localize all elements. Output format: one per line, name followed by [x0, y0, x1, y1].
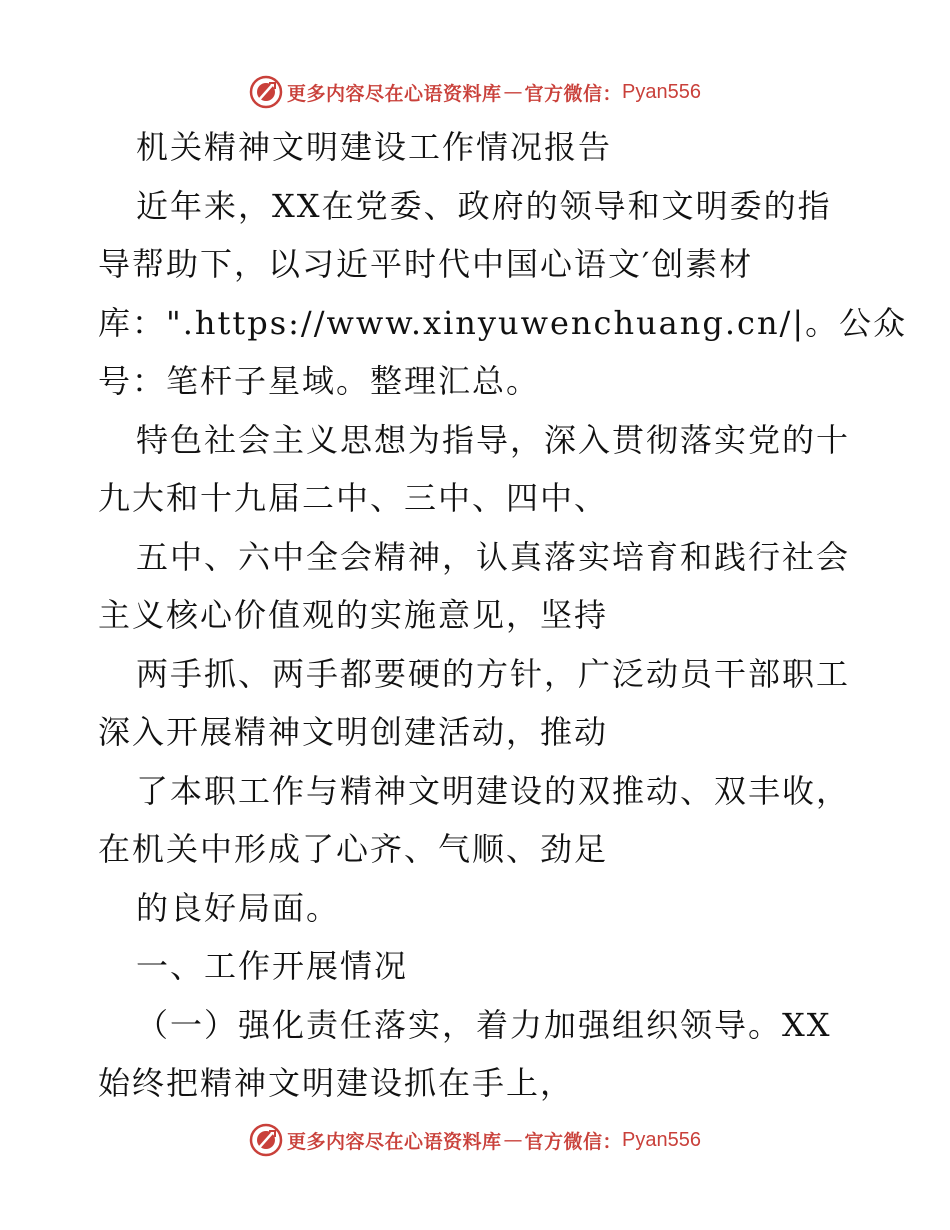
header-watermark-banner [0, 72, 950, 112]
wechat-label: 官方微信： [524, 82, 623, 105]
paragraph-line: 主义核心价值观的实施意见，坚持 [98, 596, 609, 634]
wechat-id: Pyan556 [622, 1128, 701, 1151]
paragraph-line: 库：".https://www.xinyuwenchuang.cn/|。公众 [98, 303, 908, 342]
paragraph-line: 了本职工作与精神文明建设的双推动、双丰收， [136, 771, 851, 810]
paragraph-line: 近年来，XX在党委、政府的领导和文明委的指 [136, 186, 832, 225]
paragraph-line: 的良好局面。 [136, 888, 341, 927]
wechat-id: Pyan556 [622, 80, 701, 103]
watermark-text: 更多内容尽在心语资料库 [287, 1130, 502, 1153]
paragraph-line: 导帮助下，以习近平时代中国心语文′创素材 [98, 245, 754, 283]
footer-watermark-banner [0, 1120, 950, 1160]
subsection-heading-line: （一）强化责任落实，着力加强组织领导。XX [136, 1005, 832, 1044]
watermark-text: 更多内容尽在心语资料库 [287, 82, 502, 105]
paragraph-line: 五中、六中全会精神，认真落实培育和践行社会 [136, 537, 851, 576]
paragraph-line: 九大和十九届二中、三中、四中、 [98, 479, 609, 517]
seal-logo-icon [249, 1123, 283, 1157]
paragraph-line: 特色社会主义思想为指导，深入贯彻落实党的十 [136, 420, 851, 459]
section-heading: 一、工作开展情况 [136, 947, 409, 985]
paragraph-line: 两手抓、两手都要硬的方针，广泛动员干部职工 [136, 654, 851, 693]
document-title: 机关精神文明建设工作情况报告 [136, 128, 613, 166]
document-body [98, 118, 908, 1113]
wechat-label: 官方微信： [524, 1130, 623, 1153]
paragraph-line: 号：笔杆子星域。整理汇总。 [98, 362, 541, 400]
paragraph-line: 始终把精神文明建设抓在手上， [98, 1064, 575, 1102]
paragraph-line: 在机关中形成了心齐、气顺、劲足 [98, 830, 609, 868]
paragraph-line: 深入开展精神文明创建活动，推动 [98, 713, 609, 751]
seal-logo-icon [249, 75, 283, 109]
watermark-separator: — [503, 1129, 523, 1151]
watermark-separator: — [503, 81, 523, 103]
